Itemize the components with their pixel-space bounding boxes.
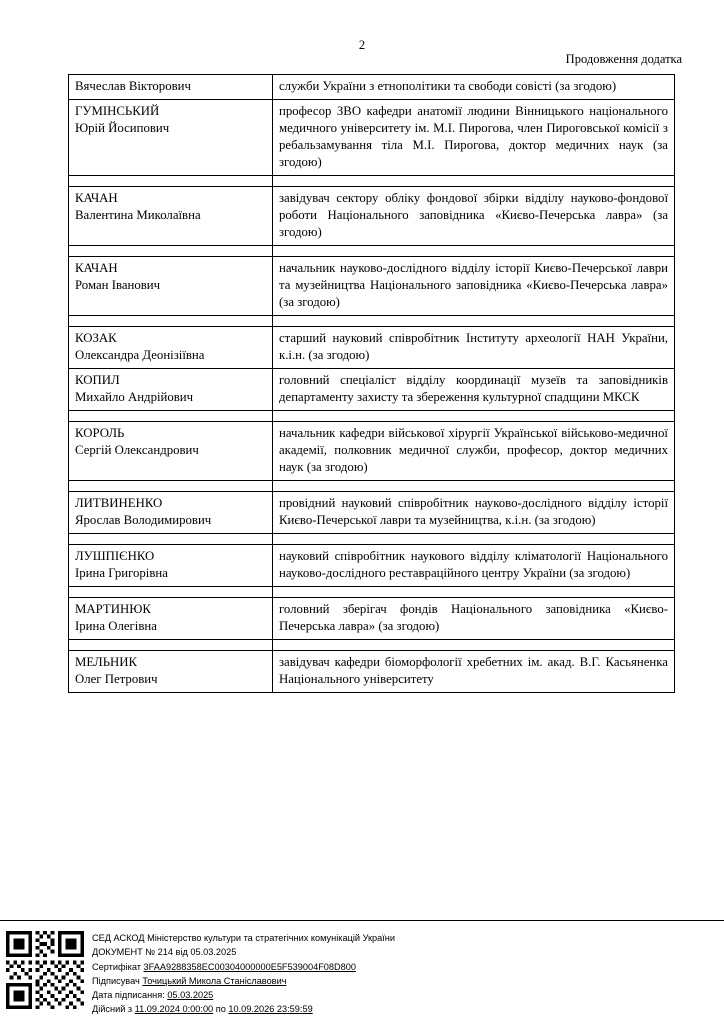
sed-system-line: СЕД АСКОД Міністерство культури та стратегічних комунікацій України [92,933,396,943]
member-description-cell: начальник науково-дослідного відділу історії Києво-Печерської лаври та музейництва Національного заповідника «Києво-Печерська лавра» (за згодою) [273,257,675,316]
sign-date-label: Дата підписання: [92,990,168,1000]
spacer-cell [69,411,273,422]
member-name-cell [69,545,273,587]
validity-line [92,1002,395,1016]
member-description-cell: завідувач кафедри біоморфології хребетних ім. акад. В.Г. Касьяненка Національного університету [273,651,675,693]
member-name-cell [69,327,273,369]
member-name-cell [69,492,273,534]
spacer-cell [273,640,675,651]
signer-value: Точицький Микола Станіславович [142,975,287,986]
spacer-cell [69,316,273,327]
sign-date-value: 05.03.2025 [167,990,214,1000]
member-name-cell [69,369,273,411]
sign-date-line [92,988,395,1002]
member-name-line: МАРТИНЮК [75,602,151,617]
table-row [69,492,675,534]
spacer-cell [273,316,675,327]
spacer-cell [69,246,273,257]
member-description-cell: старший науковий співробітник Інституту археології НАН України, к.і.н. (за згодою) [273,327,675,369]
continuation-label: Продовження додатка [565,52,682,66]
signer-label: Підписувач [92,975,143,986]
member-name-line: Ярослав Володимирович [75,513,212,528]
table-row [69,100,675,176]
member-name-cell [69,651,273,693]
member-name-cell [69,422,273,481]
document-number-line: ДОКУМЕНТ № 214 від 05.03.2025 [92,947,237,958]
member-description-cell: служби України з етнополітики та свободи совісті (за згодою) [273,75,675,100]
member-name-line: Вячеслав Вікторович [75,79,191,93]
members-table [68,74,675,693]
table-row [69,75,675,100]
table-spacer-row [69,176,675,187]
member-name-line: Олег Петрович [75,672,158,687]
spacer-cell [273,176,675,187]
member-name-line: Юрій Йосипович [75,121,170,136]
member-description-cell: завідувач сектору обліку фондової збірки відділу науково-фондової роботи Національного заповідника «Києво-Печерська лавра» (за згодою) [273,187,675,246]
member-name-cell [69,75,273,100]
member-name-line: ЛУШПІЄНКО [75,549,155,564]
table-row [69,369,675,411]
member-name-line: КАЧАН [75,261,118,276]
table-row [69,545,675,587]
spacer-cell [273,481,675,492]
spacer-cell [273,534,675,545]
validity-mid: по [213,1004,229,1015]
member-description-cell: науковий співробітник наукового відділу кліматології Національного науково-дослідного реставраційного центру України (за згодою) [273,545,675,587]
member-name-cell [69,100,273,176]
member-description-cell: начальник кафедри військової хірургії Української військово-медичної академії, полковник медичної служби, професор, доктор медичних наук (за згодою) [273,422,675,481]
member-name-line: Ірина Олегівна [75,619,157,634]
signer-line [92,974,395,988]
spacer-cell [69,640,273,651]
member-name-line: Михайло Андрійович [75,390,194,405]
member-name-line: КОПИЛ [75,373,120,388]
member-name-line: Олександра Деонізіївна [75,348,205,363]
member-description-cell: головний спеціаліст відділу координації музеїв та заповідників департаменту захисту та збереження культурної спадщини МКСК [273,369,675,411]
member-name-line: Сергій Олександрович [75,443,199,458]
table-row [69,187,675,246]
table-row [69,422,675,481]
spacer-cell [273,411,675,422]
spacer-cell [273,587,675,598]
certificate-label: Сертифікат [92,961,144,972]
certificate-value: 3FAA9288358EC00304000000E5F539004F08D800 [143,961,356,972]
validity-from: 11.09.2024 0:00:00 [134,1004,214,1015]
member-name-line: Роман Іванович [75,278,161,293]
table-spacer-row [69,316,675,327]
table-spacer-row [69,587,675,598]
member-description-cell: головний зберігач фондів Національного заповідника «Києво-Печерська лавра» (за згодою) [273,598,675,640]
spacer-cell [69,176,273,187]
spacer-cell [69,481,273,492]
table-row [69,257,675,316]
member-name-line: КОРОЛЬ [75,426,125,441]
certificate-line [92,960,395,974]
member-name-line: МЕЛЬНИК [75,655,138,670]
table-spacer-row [69,411,675,422]
table-row [69,598,675,640]
table-spacer-row [69,246,675,257]
member-name-line: ГУМІНСЬКИЙ [75,104,160,119]
member-name-cell [69,187,273,246]
table-spacer-row [69,481,675,492]
table-spacer-row [69,640,675,651]
spacer-cell [69,534,273,545]
member-description-cell: професор ЗВО кафедри анатомії людини Вінницького національного медичного університету ім. М.І. Пирогова, член Пироговської комісії з ребальзамування тіла М.І. Пирогова, доктор медичних наук (за згодою) [273,100,675,176]
page-number: 2 [358,38,366,52]
member-name-cell [69,257,273,316]
validity-to: 10.09.2026 23:59:59 [228,1004,313,1015]
member-name-cell [69,598,273,640]
spacer-cell [69,587,273,598]
member-name-line: Ірина Григорівна [75,566,168,581]
member-name-line: ЛИТВИНЕНКО [75,496,163,511]
member-name-line: Валентина Миколаївна [75,208,201,223]
signature-footer [0,920,724,1024]
qr-code-image [6,931,84,1009]
validity-label: Дійсний з [92,1004,135,1015]
members-table-body [69,75,675,693]
signature-details [92,931,395,1017]
spacer-cell [273,246,675,257]
table-spacer-row [69,534,675,545]
member-name-line: КОЗАК [75,331,117,346]
member-name-line: КАЧАН [75,191,118,206]
table-row [69,651,675,693]
qr-code [6,931,84,1009]
member-description-cell: провідний науковий співробітник науково-дослідного відділу історії Києво-Печерської лаври та музейництва, к.і.н. (за згодою) [273,492,675,534]
table-row [69,327,675,369]
